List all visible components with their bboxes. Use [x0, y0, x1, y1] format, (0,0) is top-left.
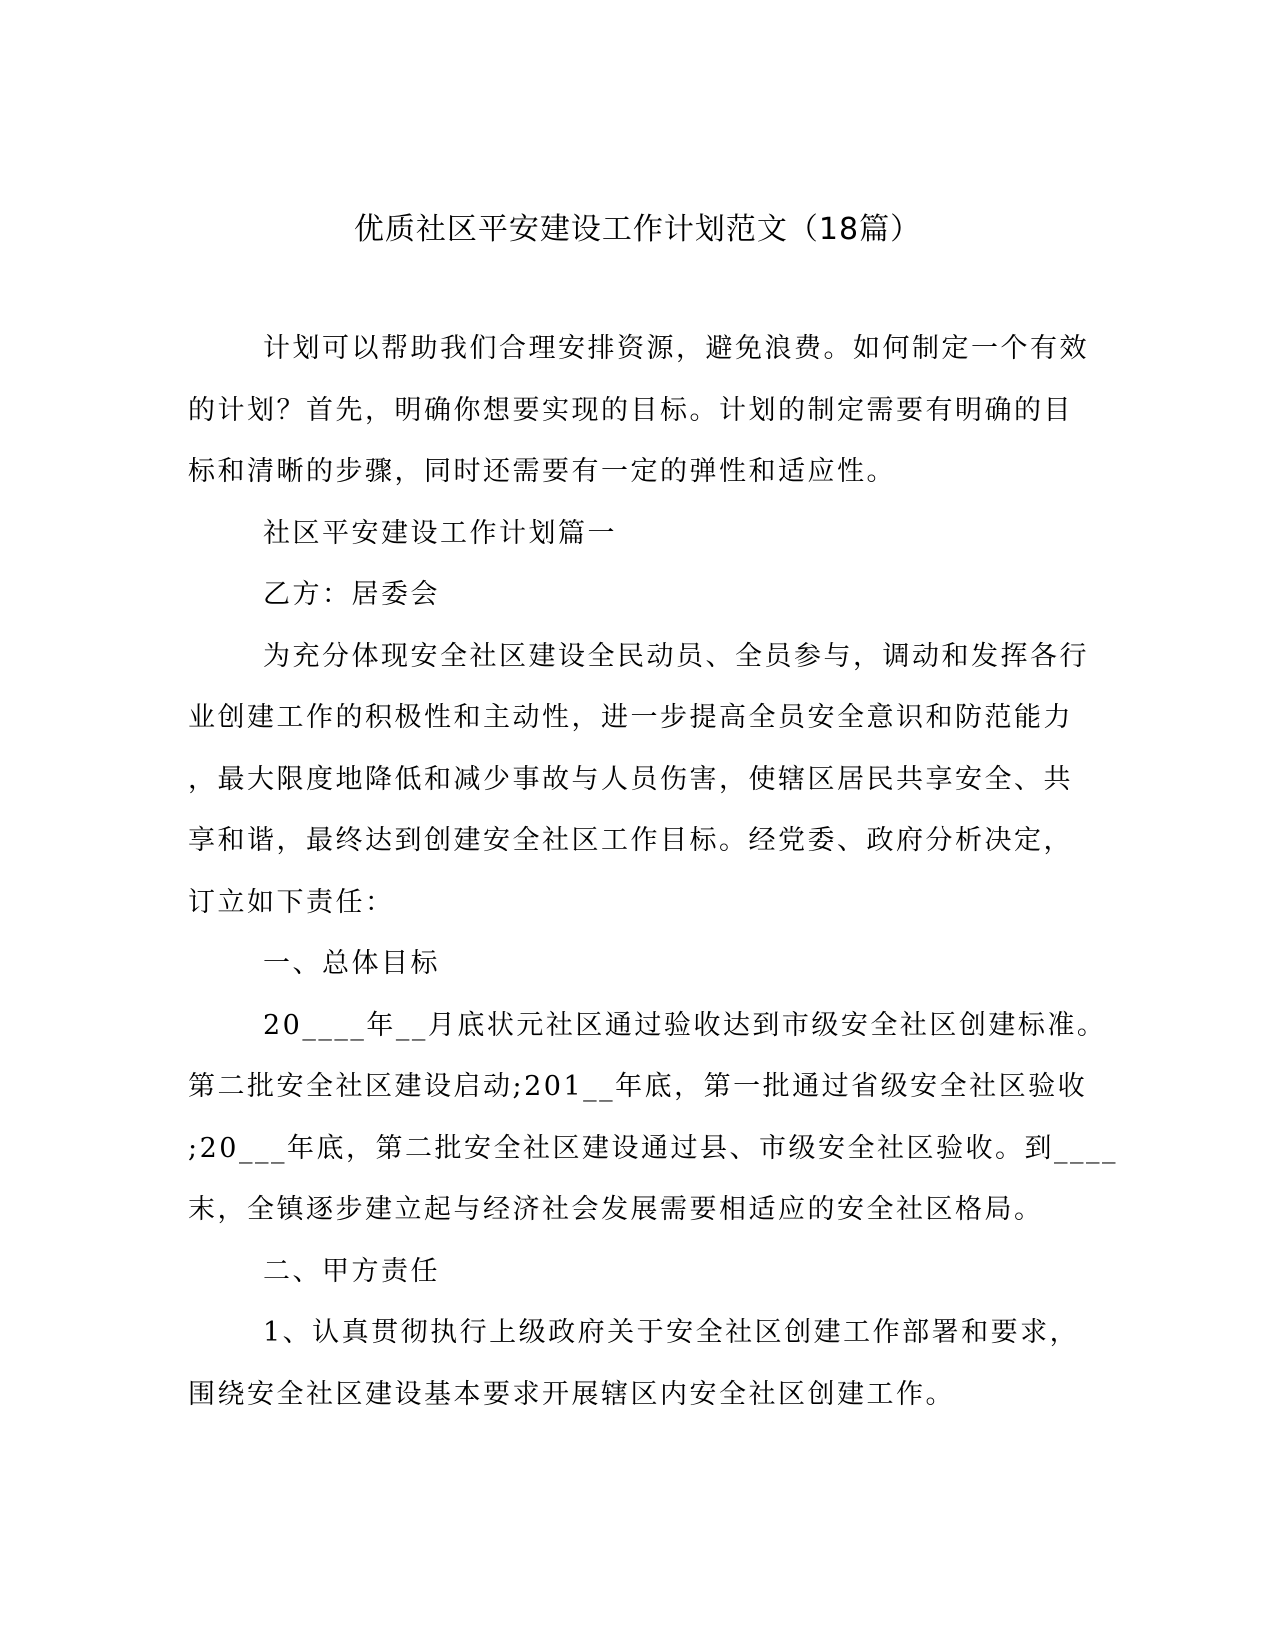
section-heading: 二、甲方责任	[263, 1255, 440, 1287]
text-line: 乙方：居委会	[263, 579, 440, 610]
text-line: 围绕安全社区建设基本要求开展辖区内安全社区创建工作。	[188, 1378, 955, 1410]
text-line: 第二批安全社区建设启动;201__年底，第一批通过省级安全社区验收	[188, 1071, 1088, 1102]
section-heading: 一、总体目标	[263, 948, 440, 979]
text-line: ;20___年底，第二批安全社区建设通过县、市级安全社区验收。到____	[188, 1132, 1118, 1164]
text-line: ，最大限度地降低和减少事故与人员伤害，使辖区居民共享安全、共	[188, 763, 1073, 795]
document-body	[188, 327, 1118, 1434]
text-line: 1、认真贯彻执行上级政府关于安全社区创建工作部署和要求，	[263, 1317, 1080, 1348]
text-line: 的计划？首先，明确你想要实现的目标。计划的制定需要有明确的目	[188, 394, 1073, 426]
text-line: 订立如下责任：	[188, 886, 395, 918]
text-line: 计划可以帮助我们合理安排资源，避免浪费。如何制定一个有效	[263, 333, 1089, 364]
text-line: 标和清晰的步骤，同时还需要有一定的弹性和适应性。	[188, 456, 896, 487]
section-heading: 社区平安建设工作计划篇一	[263, 517, 617, 549]
text-line: 20____年__月底状元社区通过验收达到市级安全社区创建标准。	[263, 1009, 1107, 1041]
text-line: 末，全镇逐步建立起与经济社会发展需要相适应的安全社区格局。	[188, 1194, 1044, 1225]
document-title: 优质社区平安建设工作计划范文（18篇）	[353, 212, 922, 247]
text-line: 享和谐，最终达到创建安全社区工作目标。经党委、政府分析决定，	[188, 825, 1073, 856]
text-line: 业创建工作的积极性和主动性，进一步提高全员安全意识和防范能力	[188, 702, 1073, 733]
text-line: 为充分体现安全社区建设全民动员、全员参与，调动和发挥各行	[263, 640, 1089, 672]
